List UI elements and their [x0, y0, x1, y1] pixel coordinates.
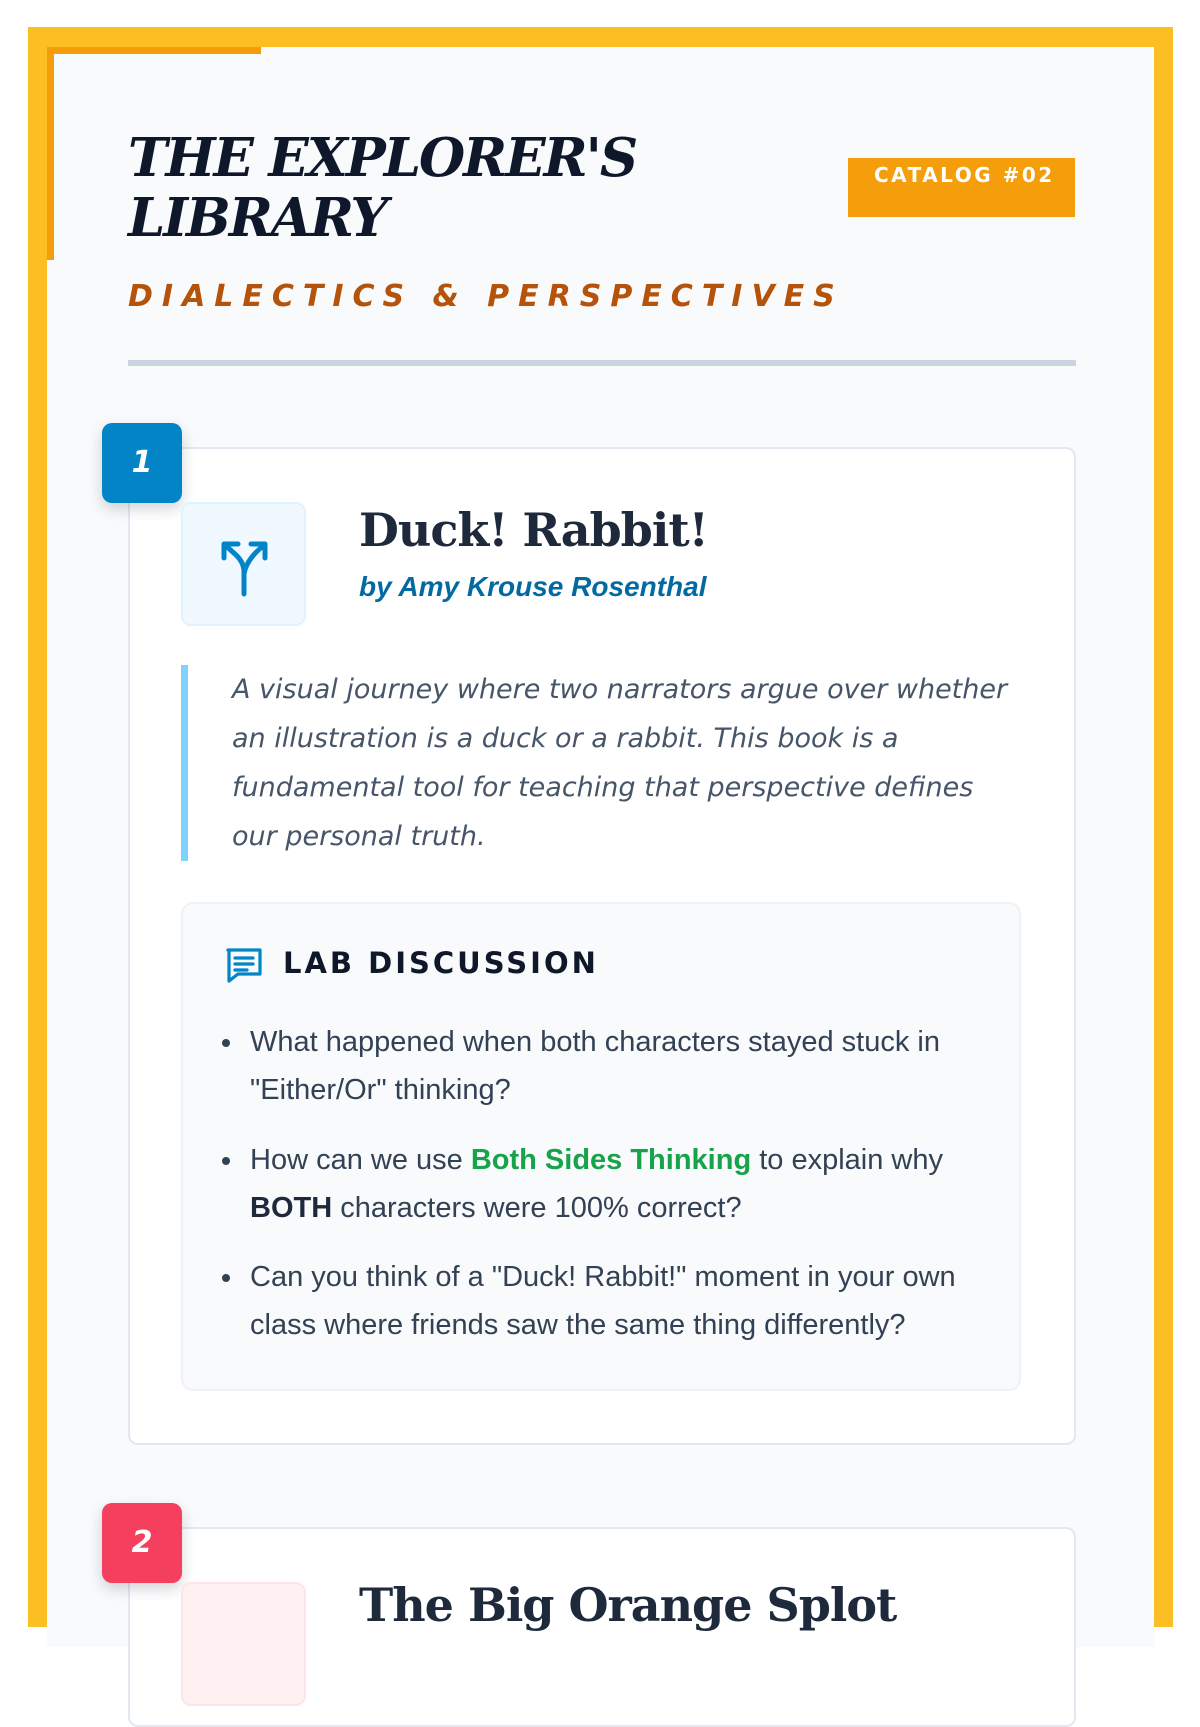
corner-accent — [47, 47, 54, 260]
question-text: How can we use — [250, 1144, 471, 1176]
book-icon-box — [181, 502, 306, 626]
highlighted-term: Both Sides Thinking — [470, 1144, 752, 1176]
question-text: What happened when both characters stayed stuck in "Either/Or" thinking? — [250, 1026, 940, 1106]
book-author: by Amy Krouse Rosenthal — [359, 571, 707, 602]
chat-bubble-icon — [224, 946, 264, 984]
book-icon-box — [181, 1582, 306, 1706]
book-number-badge: 1 — [102, 423, 182, 503]
discussion-question — [250, 1136, 1010, 1232]
emphasized-word: BOTH — [250, 1192, 333, 1224]
page-subtitle: DIALECTICS & PERSPECTIVES — [128, 279, 844, 314]
question-text: to explain why — [751, 1144, 943, 1176]
question-text: Can you think of a "Duck! Rabbit!" moment in your own class where friends saw the same thing differently? — [250, 1261, 956, 1341]
discussion-question — [250, 1018, 1010, 1114]
book-number-badge: 2 — [102, 1503, 182, 1583]
book-title: The Big Orange Splot — [359, 1578, 897, 1632]
split-arrows-icon — [213, 534, 275, 596]
book-title: Duck! Rabbit! — [359, 503, 708, 557]
discussion-question — [250, 1253, 1010, 1349]
book-summary: A visual journey where two narrators argue over whether an illustration is a duck or a rabbit. This book is a fundamental tool for teaching that perspective defines our personal truth. — [181, 665, 1022, 861]
question-text: characters were 100% correct? — [332, 1192, 742, 1224]
lab-heading: LAB DISCUSSION — [283, 946, 599, 980]
header-divider — [128, 360, 1076, 366]
catalog-badge: CATALOG #02 — [848, 158, 1075, 217]
page-title: THE EXPLORER'S LIBRARY — [128, 127, 637, 249]
corner-accent — [47, 47, 261, 54]
